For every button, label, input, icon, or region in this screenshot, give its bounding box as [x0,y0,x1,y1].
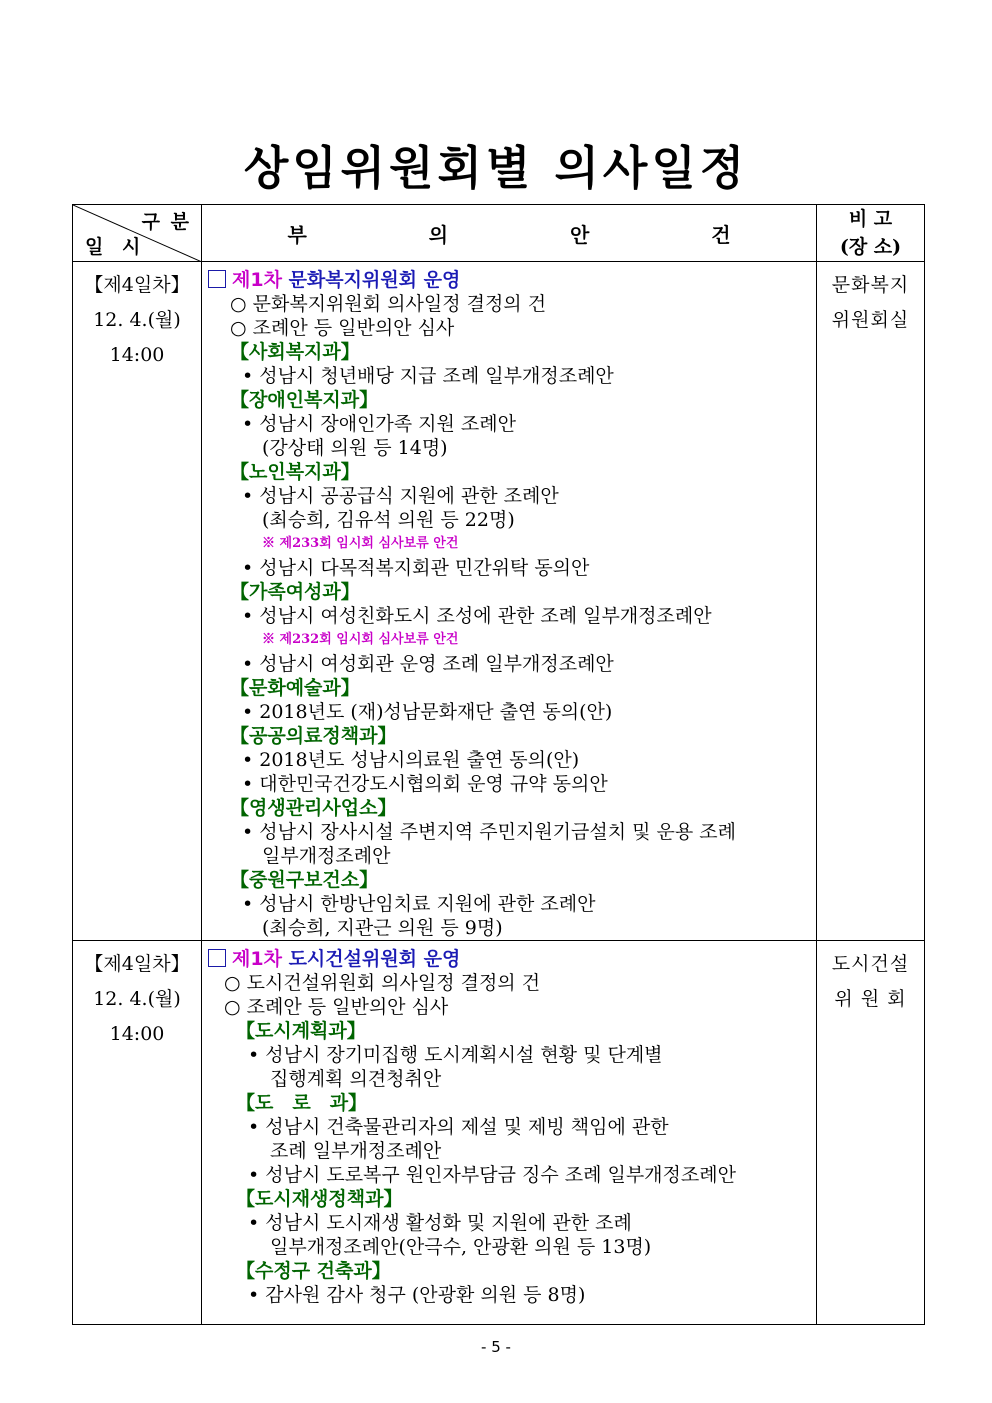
bill-item: • 성남시 한방난임치료 지원에 관한 조례안 [242,893,596,915]
agenda-cell [202,941,817,1325]
session-time: 14:00 [109,1023,165,1045]
agenda-item: ○ 도시건설위원회 의사일정 결정의 건 [224,972,541,994]
department-label: 【도시재생정책과】 [236,1188,403,1210]
bill-item: • 성남시 다목적복지회관 민간위탁 동의안 [242,557,590,579]
header-category-label: 구 분 [141,211,191,233]
session-date: 12. 4.(월) [93,988,181,1010]
header-note-cell [817,205,925,262]
deferred-note: ※ 제233회 임시회 심사보류 안건 [262,536,459,551]
department-label: 【도시계획과】 [236,1020,366,1042]
bill-item: • 감사원 감사 청구 (안광환 의원 등 8명) [248,1284,586,1306]
header-datetime-label: 일 시 [85,236,147,258]
bill-item-continued: (최승희, 지관근 의원 등 9명) [262,917,503,939]
header-agenda-char: 의 [428,222,449,247]
session-day: 【제4일차】 [84,274,190,296]
schedule-table [72,204,925,1325]
committee-prefix: 제1차 [232,269,282,291]
committee-heading [208,947,816,971]
agenda-item: ○ 조례안 등 일반의안 심사 [224,996,449,1018]
bill-item: • 성남시 여성친화도시 조성에 관한 조례 일부개정조례안 [242,605,712,627]
table-row [73,941,925,1325]
header-agenda-char: 건 [711,222,731,247]
bill-item-continued: (최승희, 김유석 의원 등 22명) [262,509,515,531]
committee-heading [208,268,816,292]
department-label: 【문화예술과】 [230,677,360,699]
checkbox-square-icon [208,270,226,288]
committee-name: 도시건설위원회 운영 [288,948,461,970]
date-cell [73,262,202,941]
bill-item: • 2018년도 성남시의료원 출연 동의(안) [242,749,580,771]
bill-item: • 성남시 장사시설 주변지역 주민지원기금설치 및 운용 조례 [242,821,736,843]
location-line: 위 원 회 [834,988,907,1010]
agenda-lines [208,971,816,1307]
location-line: 위원회실 [831,309,910,331]
page-number: - 5 - [481,1338,511,1356]
agenda-lines [208,292,816,940]
header-agenda-char: 안 [569,222,590,247]
agenda-cell [202,262,817,941]
bill-item-continued: 일부개정조례안(안극수, 안광환 의원 등 13명) [270,1236,652,1258]
bill-item-continued: 집행계획 의견청취안 [270,1068,442,1090]
table-header-row [73,205,925,262]
session-day: 【제4일차】 [84,953,190,975]
bill-item: • 성남시 청년배당 지급 조례 일부개정조례안 [242,365,614,387]
bill-item: • 성남시 장애인가족 지원 조례안 [242,413,516,435]
location-line: 문화복지 [831,274,910,296]
bill-item-continued: 조례 일부개정조례안 [270,1140,442,1162]
bill-item: • 성남시 장기미집행 도시계획시설 현황 및 단계별 [248,1044,663,1066]
agenda-item: ○ 조례안 등 일반의안 심사 [230,317,455,339]
header-agenda-cell [202,205,817,262]
header-corner-cell [73,205,202,262]
bill-item: • 대한민국건강도시협의회 운영 규약 동의안 [242,773,608,795]
department-label: 【사회복지과】 [230,341,360,363]
checkbox-square-icon [208,949,226,967]
department-label: 【공공의료정책과】 [230,725,397,747]
bill-item-continued: (강상태 의원 등 14명) [262,437,448,459]
session-time: 14:00 [109,344,165,366]
department-label: 【수정구 건축과】 [236,1260,391,1282]
department-label: 【장애인복지과】 [230,389,379,411]
department-label: 【중원구보건소】 [230,869,379,891]
table-row [73,262,925,941]
location-line: 도시건설 [831,953,910,975]
page-title: 상임위원회별 의사일정 [243,141,749,195]
committee-prefix: 제1차 [232,948,282,970]
department-label: 【도 로 과】 [236,1092,368,1114]
header-place-label: (장 소) [839,236,902,258]
bill-item: • 2018년도 (재)성남문화재단 출연 동의(안) [242,701,613,723]
session-date: 12. 4.(월) [93,309,181,331]
bill-item-continued: 일부개정조례안 [262,845,391,867]
committee-name: 문화복지위원회 운영 [288,269,461,291]
location-cell [817,262,925,941]
department-label: 【가족여성과】 [230,581,360,603]
date-cell [73,941,202,1325]
agenda-item: ○ 문화복지위원회 의사일정 결정의 건 [230,293,547,315]
bill-item: • 성남시 도로복구 원인자부담금 징수 조례 일부개정조례안 [248,1164,736,1186]
department-label: 【노인복지과】 [230,461,360,483]
header-agenda-char: 부 [287,222,307,247]
bill-item: • 성남시 여성회관 운영 조례 일부개정조례안 [242,653,614,675]
department-label: 【영생관리사업소】 [230,797,397,819]
bill-item: • 성남시 공공급식 지원에 관한 조례안 [242,485,559,507]
bill-item: • 성남시 도시재생 활성화 및 지원에 관한 조례 [248,1212,632,1234]
deferred-note: ※ 제232회 임시회 심사보류 안건 [262,632,459,647]
location-cell [817,941,925,1325]
bill-item: • 성남시 건축물관리자의 제설 및 제빙 책임에 관한 [248,1116,669,1138]
header-note-label: 비 고 [848,208,893,230]
